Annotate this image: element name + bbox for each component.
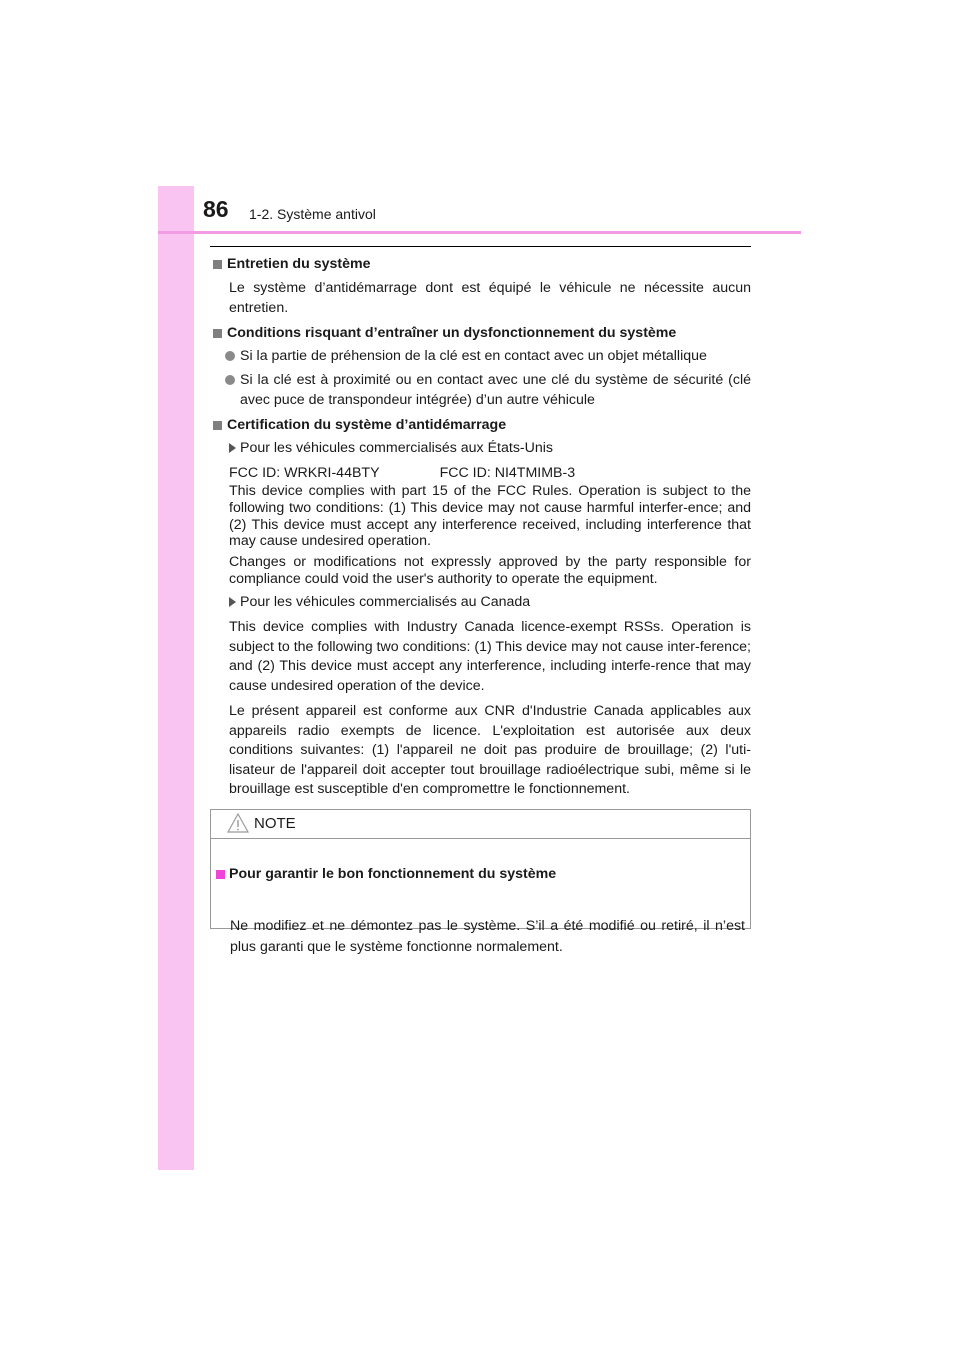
triangle-pointer-icon: [229, 443, 236, 453]
list-item: [211, 346, 751, 367]
main-content: [211, 254, 751, 800]
fcc-id-1: FCC ID: WRKRI-44BTY: [229, 464, 380, 481]
list-item-text: Si la clé est à proximité ou en contact avec une clé du système de sécurité (clé avec puce de transpondeur intégrée) d’un autre véhicule: [240, 371, 751, 408]
note-header: [211, 810, 750, 839]
heading-malfunction: [211, 323, 751, 344]
section-title: 1-2. Système antivol: [249, 206, 376, 222]
heading-maintenance: [211, 254, 751, 275]
fcc-id-2: FCC ID: NI4TMIMB-3: [439, 464, 576, 481]
note-box: [210, 809, 751, 955]
heading-text: Entretien du système: [227, 256, 371, 272]
fcc-statement: This device complies with part 15 of the FCC Rules. Operation is subject to the following two conditions: (1) This device may not cause harmful interfer-ence; and (2) This device must accept any interference received, including interference that may cause undesired operation.: [229, 483, 751, 550]
header-rule: [158, 231, 801, 234]
heading-text: Certification du système d’antidémarrage: [227, 416, 507, 433]
warning-triangle-icon: [227, 813, 249, 833]
square-bullet-icon: [216, 870, 225, 879]
side-color-strip: [158, 186, 194, 1170]
usa-subheading: [211, 438, 751, 459]
square-bullet-icon: [213, 260, 222, 269]
fcc-changes-statement: Changes or modifications not expressly approved by the party responsible for compliance could void the user's authority to operate the equipment.: [229, 554, 751, 587]
circle-bullet-icon: [225, 375, 235, 385]
note-title: NOTE: [254, 815, 296, 832]
content-divider: [210, 246, 751, 247]
triangle-pointer-icon: [229, 597, 236, 607]
ic-statement-english: This device complies with Industry Canada licence-exempt RSSs. Operation is subject to the following two conditions: (1) This device may not cause inter-ference; and (2) This device must accept any interference, including interfe-rence that may cause undesired operation of the device.: [229, 619, 751, 694]
list-item: [211, 370, 751, 411]
subheading-text: Pour les véhicules commercialisés aux États-Unis: [240, 440, 554, 456]
heading-certification: [211, 415, 751, 436]
circle-bullet-icon: [225, 351, 235, 361]
note-body: [213, 850, 745, 971]
note-heading: [213, 864, 745, 885]
maintenance-text: Le système d’antidémarrage dont est équipé le véhicule ne nécessite aucun entretien.: [229, 279, 751, 316]
canada-subheading: [211, 592, 751, 613]
square-bullet-icon: [213, 329, 222, 338]
square-bullet-icon: [213, 421, 222, 430]
list-item-text: Si la partie de préhension de la clé est en contact avec un objet métallique: [240, 348, 707, 364]
fcc-id-line: [211, 463, 751, 484]
page-number: 86: [203, 196, 229, 222]
ic-statement-french: Le présent appareil est conforme aux CNR d'Industrie Canada applicables aux appareils radio exempts de licence. L'exploitation est autorisée aux deux conditions suivantes: (1) l'appareil ne doit pas produire de brouillage; (2) l'uti-lisateur de l'appareil doit accepter tout brouillage radioélectrique subi, même si le brouillage est susceptible d'en compromettre le fonctionnement.: [229, 703, 751, 798]
subheading-text: Pour les véhicules commercialisés au Canada: [240, 593, 531, 610]
heading-text: Conditions risquant d’entraîner un dysfonctionnement du système: [227, 324, 677, 341]
note-text: Ne modifiez et ne démontez pas le système. S’il a été modifié ou retiré, il n’est plus garanti que le système fonctionne normalement.: [230, 918, 745, 955]
heading-text: Pour garantir le bon fonctionnement du système: [229, 866, 557, 883]
